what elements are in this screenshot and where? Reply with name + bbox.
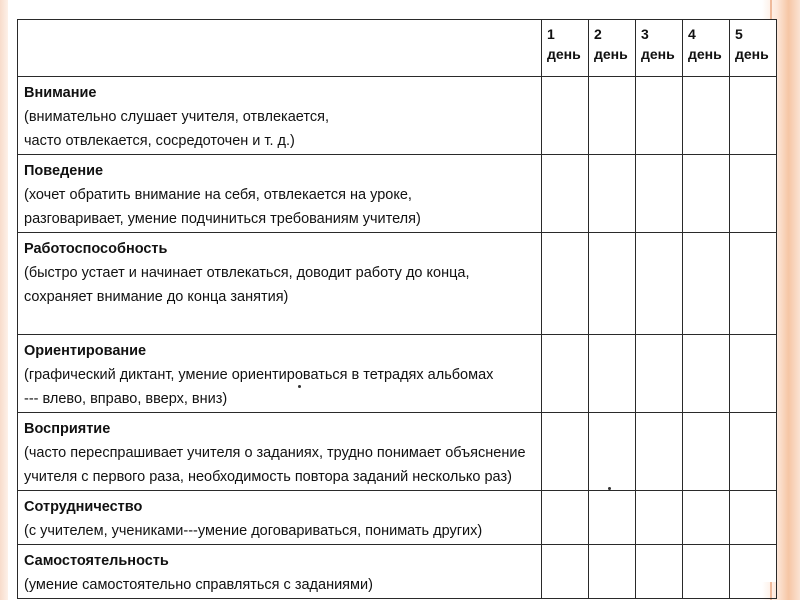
- criterion-row-cooperation: [18, 491, 777, 545]
- score-cell-day-2[interactable]: [589, 335, 636, 413]
- score-cell-day-2[interactable]: [589, 77, 636, 155]
- criterion-title: Самостоятельность: [24, 553, 169, 569]
- score-cell-day-3[interactable]: [636, 413, 683, 491]
- criterion-title: Сотрудничество: [24, 499, 143, 515]
- score-cell-day-4[interactable]: [683, 491, 730, 545]
- criterion-cell: [18, 545, 542, 599]
- day-label: день: [594, 46, 628, 62]
- score-cell-day-5[interactable]: [730, 545, 777, 599]
- criterion-row-orientation: [18, 335, 777, 413]
- criterion-desc-line: (с учителем, учениками---умение договариваться, понимать других): [24, 523, 483, 539]
- day-number: 3: [641, 26, 649, 42]
- score-cell-day-1[interactable]: [542, 155, 589, 233]
- score-cell-day-5[interactable]: [730, 491, 777, 545]
- score-cell-day-3[interactable]: [636, 233, 683, 335]
- scan-speck: [608, 487, 611, 490]
- score-cell-day-5[interactable]: [730, 155, 777, 233]
- criterion-row-behavior: [18, 155, 777, 233]
- header-criteria-cell: [18, 20, 542, 77]
- header-day-5: [730, 20, 777, 77]
- score-cell-day-4[interactable]: [683, 155, 730, 233]
- criterion-cell: [18, 155, 542, 233]
- criterion-desc-line: (внимательно слушает учителя, отвлекается,: [24, 109, 329, 125]
- score-cell-day-5[interactable]: [730, 413, 777, 491]
- criterion-row-perception: [18, 413, 777, 491]
- criterion-cell: [18, 491, 542, 545]
- criterion-desc-line: (хочет обратить внимание на себя, отвлекается на уроке,: [24, 187, 412, 203]
- day-label: день: [641, 46, 675, 62]
- criterion-desc-line: сохраняет внимание до конца занятия): [24, 289, 289, 305]
- criterion-title: Поведение: [24, 163, 104, 179]
- score-cell-day-3[interactable]: [636, 545, 683, 599]
- score-cell-day-4[interactable]: [683, 77, 730, 155]
- criterion-cell: [18, 413, 542, 491]
- score-cell-day-5[interactable]: [730, 77, 777, 155]
- criterion-desc-line: учителя с первого раза, необходимость повтора заданий несколько раз): [24, 469, 512, 485]
- score-cell-day-1[interactable]: [542, 335, 589, 413]
- day-number: 2: [594, 26, 602, 42]
- score-cell-day-4[interactable]: [683, 545, 730, 599]
- score-cell-day-2[interactable]: [589, 155, 636, 233]
- header-day-4: [683, 20, 730, 77]
- day-number: 4: [688, 26, 696, 42]
- criterion-title: Работоспособность: [24, 241, 168, 257]
- criterion-desc-line: разговаривает, умение подчиниться требованиям учителя): [24, 211, 421, 227]
- score-cell-day-2[interactable]: [589, 491, 636, 545]
- score-cell-day-1[interactable]: [542, 413, 589, 491]
- day-number: 5: [735, 26, 743, 42]
- score-cell-day-2[interactable]: [589, 233, 636, 335]
- score-cell-day-3[interactable]: [636, 155, 683, 233]
- score-cell-day-4[interactable]: [683, 335, 730, 413]
- score-cell-day-3[interactable]: [636, 491, 683, 545]
- criterion-desc-line: (графический диктант, умение ориентироваться в тетрадях альбомах: [24, 367, 494, 383]
- score-cell-day-5[interactable]: [730, 233, 777, 335]
- score-cell-day-3[interactable]: [636, 77, 683, 155]
- score-cell-day-2[interactable]: [589, 413, 636, 491]
- criterion-row-independence: [18, 545, 777, 599]
- day-label: день: [688, 46, 722, 62]
- score-cell-day-5[interactable]: [730, 335, 777, 413]
- score-cell-day-1[interactable]: [542, 545, 589, 599]
- observation-table: [17, 19, 777, 599]
- observation-sheet: [17, 19, 777, 593]
- criterion-title: Внимание: [24, 85, 97, 101]
- day-label: день: [547, 46, 581, 62]
- score-cell-day-1[interactable]: [542, 233, 589, 335]
- score-cell-day-3[interactable]: [636, 335, 683, 413]
- header-row: [18, 20, 777, 77]
- scan-speck: [298, 385, 301, 388]
- header-day-3: [636, 20, 683, 77]
- criterion-desc-line: (быстро устает и начинает отвлекаться, доводит работу до конца,: [24, 265, 470, 281]
- score-cell-day-4[interactable]: [683, 413, 730, 491]
- score-cell-day-2[interactable]: [589, 545, 636, 599]
- criterion-desc-line: (часто переспрашивает учителя о заданиях, трудно понимает объяснение: [24, 445, 526, 461]
- header-day-2: [589, 20, 636, 77]
- criterion-desc-line: --- влево, вправо, вверх, вниз): [24, 391, 228, 407]
- score-cell-day-1[interactable]: [542, 77, 589, 155]
- criterion-title: Ориентирование: [24, 343, 147, 359]
- day-label: день: [735, 46, 769, 62]
- criterion-desc-line: часто отвлекается, сосредоточен и т. д.): [24, 133, 295, 149]
- score-cell-day-4[interactable]: [683, 233, 730, 335]
- criterion-cell: [18, 335, 542, 413]
- day-number: 1: [547, 26, 555, 42]
- criterion-desc-line: (умение самостоятельно справляться с заданиями): [24, 577, 373, 593]
- criterion-cell: [18, 233, 542, 335]
- left-decorative-stripe: [0, 0, 8, 600]
- criterion-row-work-capacity: [18, 233, 777, 335]
- criterion-title: Восприятие: [24, 421, 111, 437]
- criterion-row-attention: [18, 77, 777, 155]
- header-day-1: [542, 20, 589, 77]
- criterion-cell: [18, 77, 542, 155]
- score-cell-day-1[interactable]: [542, 491, 589, 545]
